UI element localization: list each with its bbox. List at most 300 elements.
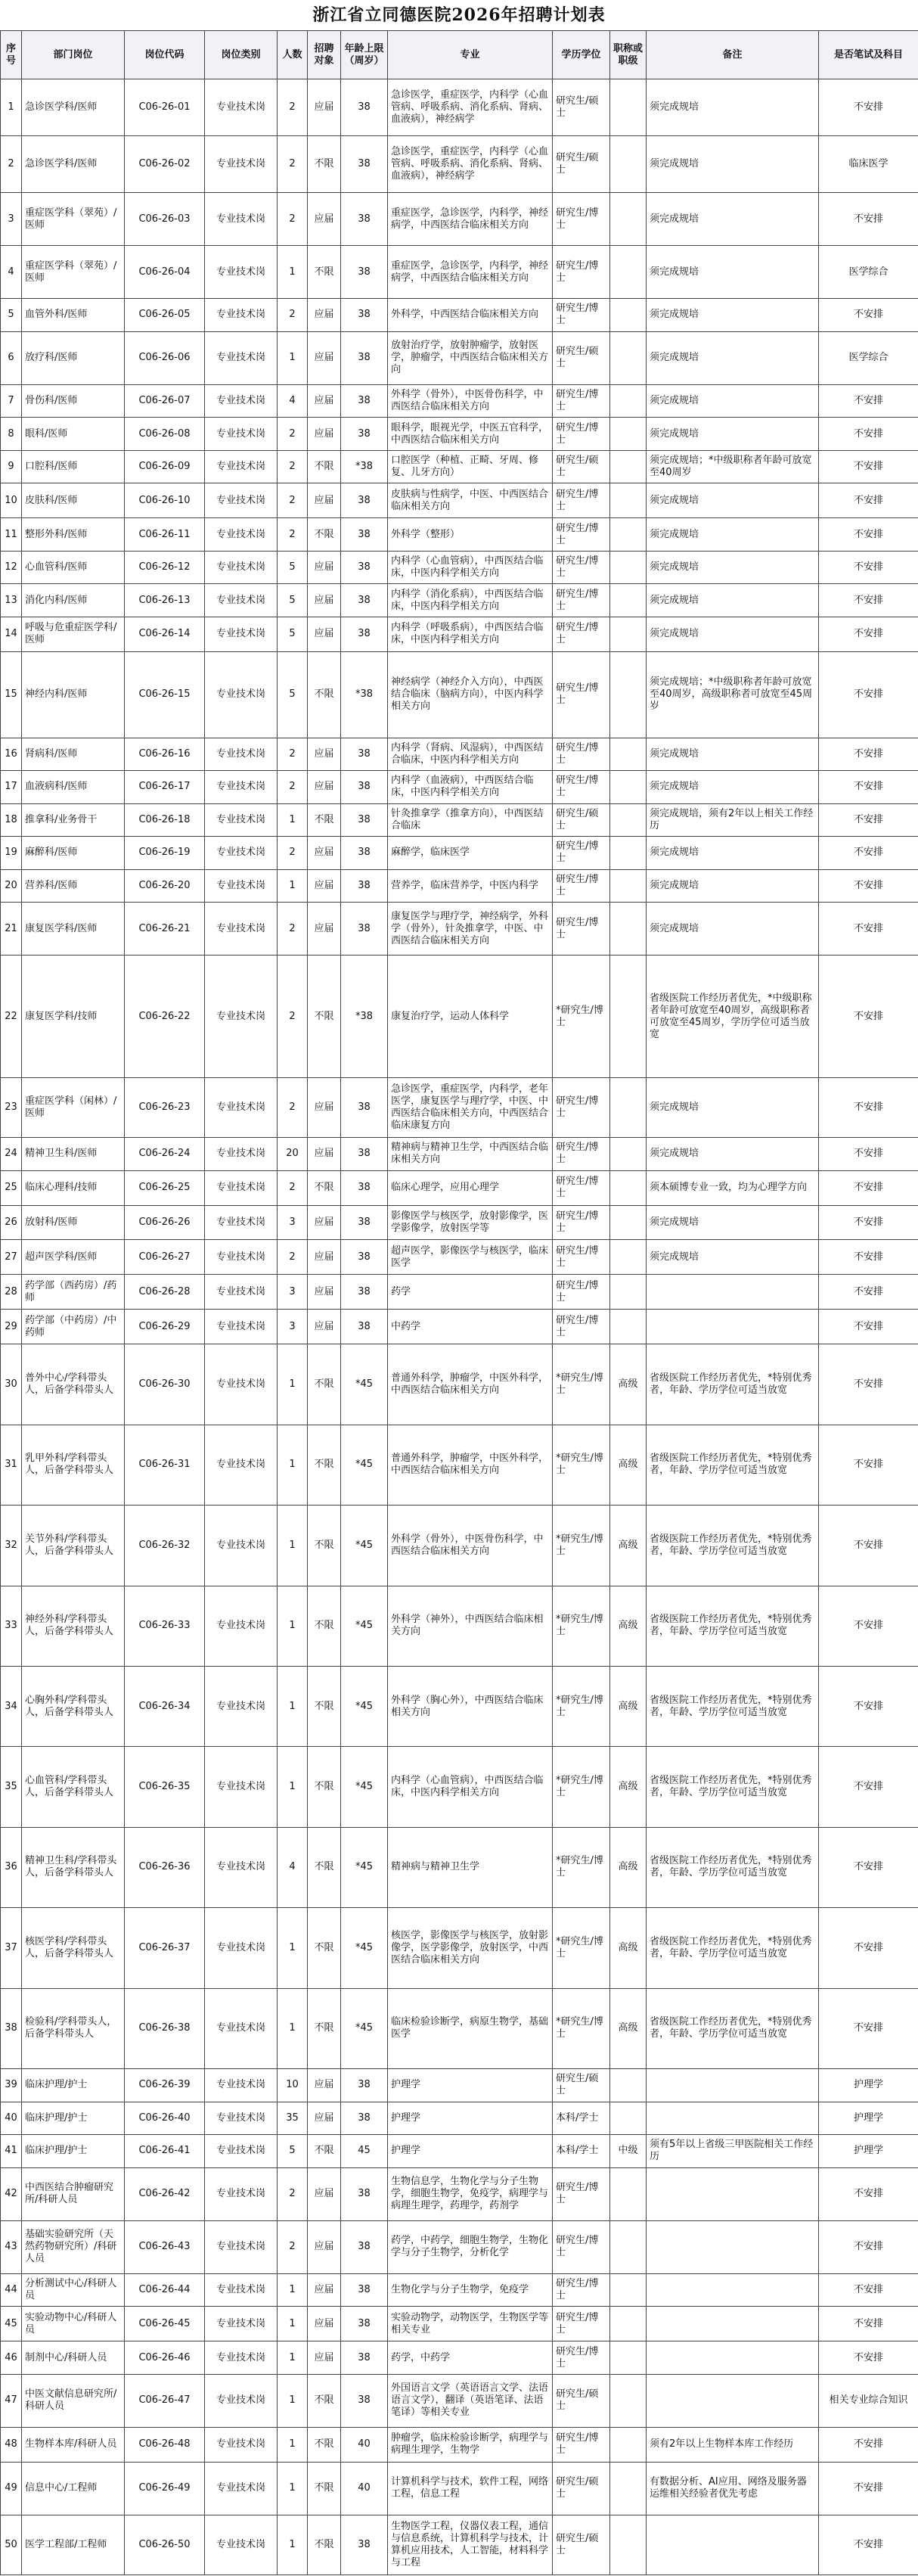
cell-degree: 研究生/硕士 <box>553 135 610 192</box>
cell-major: 外科学（骨外），中医骨伤科学，中西医结合临床相关方向 <box>388 1506 553 1586</box>
cell-age: 40 <box>341 2462 388 2515</box>
cell-note: 省级医院工作经历者优先，*特别优秀者，年龄、学历学位可适当放宽 <box>647 1747 819 1827</box>
cell-dept: 放疗科/医师 <box>22 331 125 384</box>
cell-major: 生物信息学，生物化学与分子生物学，细胞生物学，免疫学，病理学与病理生理学，药理学，药剂学 <box>388 2167 553 2220</box>
cell-title-level <box>610 79 647 136</box>
cell-age: *38 <box>341 651 388 738</box>
cell-seq: 40 <box>1 2102 22 2135</box>
cell-exam: 不安排 <box>819 903 918 956</box>
header-major: 专业 <box>388 31 553 79</box>
cell-degree: 研究生/博士 <box>553 2341 610 2375</box>
cell-count: 20 <box>278 1138 308 1171</box>
cell-exam: 不安排 <box>819 2307 918 2341</box>
cell-count: 1 <box>278 1586 308 1666</box>
cell-title-level <box>610 450 647 483</box>
cell-degree: 本科/学士 <box>553 2102 610 2135</box>
cell-exam: 不安排 <box>819 651 918 738</box>
cell-target: 不限 <box>308 246 341 299</box>
cell-note <box>647 1310 819 1344</box>
cell-major: 内科学（呼吸系病），中西医结合临床，中医内科学相关方向 <box>388 617 553 651</box>
cell-exam: 不安排 <box>819 483 918 518</box>
cell-code: C06-26-26 <box>125 1205 205 1240</box>
cell-dept: 分析测试中心/科研人员 <box>22 2273 125 2307</box>
cell-dept: 消化内科/医师 <box>22 584 125 617</box>
cell-note: 须有2年以上生物样本库工作经历 <box>647 2427 819 2462</box>
table-row <box>1 483 918 518</box>
cell-degree: *研究生/博士 <box>553 1747 610 1827</box>
cell-degree: 研究生/博士 <box>553 483 610 518</box>
cell-seq: 27 <box>1 1240 22 1275</box>
cell-target: 不限 <box>308 1586 341 1666</box>
cell-note <box>647 2307 819 2341</box>
cell-seq: 34 <box>1 1666 22 1746</box>
cell-count: 1 <box>278 1908 308 1988</box>
cell-count: 2 <box>278 738 308 771</box>
cell-major: 神经病学（神经介入方向），中西医结合临床（脑病方向），中医内科学相关方向 <box>388 651 553 738</box>
cell-code: C06-26-42 <box>125 2167 205 2220</box>
table-row <box>1 79 918 136</box>
cell-age: *45 <box>341 1747 388 1827</box>
cell-seq: 4 <box>1 246 22 299</box>
cell-age: 38 <box>341 2220 388 2273</box>
table-row <box>1 2515 918 2575</box>
cell-major: 重症医学，急诊医学，内科学，神经病学，中西医结合临床相关方向 <box>388 246 553 299</box>
cell-count: 1 <box>278 331 308 384</box>
cell-count: 2 <box>278 299 308 332</box>
cell-major: 临床心理学，应用心理学 <box>388 1170 553 1205</box>
table-header-row <box>1 31 918 79</box>
cell-target: 应届 <box>308 192 341 245</box>
cell-degree: 研究生/博士 <box>553 584 610 617</box>
cell-seq: 13 <box>1 584 22 617</box>
cell-degree: 研究生/博士 <box>553 1240 610 1275</box>
table-row <box>1 331 918 384</box>
cell-major: 计算机科学与技术，软件工程，网络工程，信息工程 <box>388 2462 553 2515</box>
cell-target: 应届 <box>308 2273 341 2307</box>
cell-seq: 2 <box>1 135 22 192</box>
cell-dept: 整形外科/医师 <box>22 518 125 552</box>
cell-category: 专业技术岗 <box>205 617 278 651</box>
cell-seq: 50 <box>1 2515 22 2575</box>
cell-code: C06-26-17 <box>125 771 205 804</box>
cell-dept: 精神卫生科/医师 <box>22 1138 125 1171</box>
cell-age: 38 <box>341 192 388 245</box>
cell-target: 应届 <box>308 79 341 136</box>
cell-category: 专业技术岗 <box>205 299 278 332</box>
cell-category: 专业技术岗 <box>205 1586 278 1666</box>
cell-code: C06-26-04 <box>125 246 205 299</box>
cell-code: C06-26-28 <box>125 1275 205 1310</box>
table-row <box>1 803 918 837</box>
cell-dept: 心血管科/学科带头人，后备学科带头人 <box>22 1747 125 1827</box>
cell-seq: 24 <box>1 1138 22 1171</box>
cell-code: C06-26-49 <box>125 2462 205 2515</box>
cell-title-level: 高级 <box>610 1344 647 1425</box>
cell-target: 应届 <box>308 2307 341 2341</box>
cell-category: 专业技术岗 <box>205 803 278 837</box>
cell-dept: 急诊医学科/医师 <box>22 135 125 192</box>
header-category: 岗位类别 <box>205 31 278 79</box>
cell-major: 急诊医学，重症医学，内科学（心血管病、呼吸系病、消化系病、肾病、血液病），神经病学 <box>388 135 553 192</box>
table-body <box>1 79 918 2575</box>
cell-dept: 关节外科/学科带头人，后备学科带头人 <box>22 1506 125 1586</box>
cell-count: 2 <box>278 1240 308 1275</box>
cell-dept: 药学部（西药房）/药师 <box>22 1275 125 1310</box>
cell-count: 1 <box>278 1344 308 1425</box>
cell-category: 专业技术岗 <box>205 1170 278 1205</box>
cell-target: 不限 <box>308 1425 341 1505</box>
table-row <box>1 384 918 418</box>
cell-code: C06-26-24 <box>125 1138 205 1171</box>
cell-exam: 不安排 <box>819 518 918 552</box>
cell-exam: 不安排 <box>819 384 918 418</box>
cell-target: 应届 <box>308 2167 341 2220</box>
cell-target: 不限 <box>308 803 341 837</box>
cell-title-level <box>610 418 647 451</box>
cell-age: 38 <box>341 869 388 903</box>
cell-note <box>647 2273 819 2307</box>
cell-dept: 超声医学科/医师 <box>22 1240 125 1275</box>
cell-degree: *研究生/博士 <box>553 1506 610 1586</box>
cell-major: 药学，中药学 <box>388 2341 553 2375</box>
cell-note: 省级医院工作经历者优先，*特别优秀者，年龄、学历学位可适当放宽 <box>647 1506 819 1586</box>
cell-dept: 麻醉科/医师 <box>22 837 125 870</box>
cell-note: 须完成规培 <box>647 518 819 552</box>
cell-code: C06-26-36 <box>125 1827 205 1907</box>
cell-title-level: 高级 <box>610 1425 647 1505</box>
cell-title-level <box>610 869 647 903</box>
cell-code: C06-26-43 <box>125 2220 205 2273</box>
table-row <box>1 1586 918 1666</box>
cell-title-level <box>610 2102 647 2135</box>
cell-exam: 不安排 <box>819 1138 918 1171</box>
cell-seq: 28 <box>1 1275 22 1310</box>
table-row <box>1 1275 918 1310</box>
cell-category: 专业技术岗 <box>205 1138 278 1171</box>
cell-title-level <box>610 651 647 738</box>
cell-title-level: 高级 <box>610 1747 647 1827</box>
cell-note: 须完成规培 <box>647 246 819 299</box>
cell-target: 不限 <box>308 1747 341 1827</box>
cell-note: 省级医院工作经历者优先，*中级职称者年龄可放宽至40周岁，高级职称者可放宽至45周岁，学历学位可适当放宽 <box>647 956 819 1078</box>
cell-title-level <box>610 2374 647 2427</box>
cell-note: 须完成规培 <box>647 551 819 584</box>
cell-title-level <box>610 2427 647 2462</box>
cell-degree: 本科/学士 <box>553 2135 610 2168</box>
cell-category: 专业技术岗 <box>205 956 278 1078</box>
cell-major: 外科学（神外），中西医结合临床相关方向 <box>388 1586 553 1666</box>
cell-note: 省级医院工作经历者优先，*特别优秀者，年龄、学历学位可适当放宽 <box>647 1666 819 1746</box>
cell-exam: 不安排 <box>819 1078 918 1138</box>
cell-code: C06-26-35 <box>125 1747 205 1827</box>
cell-count: 2 <box>278 1078 308 1138</box>
cell-target: 应届 <box>308 1078 341 1138</box>
cell-category: 专业技术岗 <box>205 1425 278 1505</box>
cell-exam: 不安排 <box>819 617 918 651</box>
cell-dept: 精神卫生科/学科带头人，后备学科带头人 <box>22 1827 125 1907</box>
cell-exam: 不安排 <box>819 192 918 245</box>
cell-note: 须完成规培 <box>647 1240 819 1275</box>
cell-target: 应届 <box>308 617 341 651</box>
cell-age: 38 <box>341 1275 388 1310</box>
cell-title-level <box>610 584 647 617</box>
cell-dept: 重症医学科（翠苑）/医师 <box>22 246 125 299</box>
cell-age: 38 <box>341 246 388 299</box>
cell-title-level <box>610 518 647 552</box>
cell-age: *45 <box>341 1666 388 1746</box>
cell-title-level <box>610 1275 647 1310</box>
cell-age: 38 <box>341 551 388 584</box>
cell-title-level: 高级 <box>610 1908 647 1988</box>
cell-age: 38 <box>341 331 388 384</box>
cell-dept: 生物样本库/科研人员 <box>22 2427 125 2462</box>
header-age: 年龄上限（周岁） <box>341 31 388 79</box>
cell-title-level: 高级 <box>610 1586 647 1666</box>
cell-degree: 研究生/博士 <box>553 518 610 552</box>
cell-degree: 研究生/博士 <box>553 192 610 245</box>
cell-title-level <box>610 192 647 245</box>
cell-target: 应届 <box>308 1310 341 1344</box>
cell-dept: 中医文献信息研究所/科研人员 <box>22 2374 125 2427</box>
cell-category: 专业技术岗 <box>205 135 278 192</box>
cell-code: C06-26-14 <box>125 617 205 651</box>
cell-code: C06-26-22 <box>125 956 205 1078</box>
cell-seq: 1 <box>1 79 22 136</box>
cell-degree: 研究生/博士 <box>553 738 610 771</box>
cell-dept: 营养科/医师 <box>22 869 125 903</box>
cell-target: 应届 <box>308 2341 341 2375</box>
cell-seq: 32 <box>1 1506 22 1586</box>
cell-category: 专业技术岗 <box>205 192 278 245</box>
cell-age: *45 <box>341 1344 388 1425</box>
cell-note: 须完成规培 <box>647 584 819 617</box>
cell-seq: 26 <box>1 1205 22 1240</box>
cell-code: C06-26-40 <box>125 2102 205 2135</box>
cell-count: 1 <box>278 1666 308 1746</box>
cell-count: 1 <box>278 803 308 837</box>
cell-target: 不限 <box>308 1666 341 1746</box>
cell-seq: 18 <box>1 803 22 837</box>
cell-target: 不限 <box>308 1908 341 1988</box>
cell-major: 急诊医学，重症医学，内科学，老年医学，康复医学与理疗学，中医、中西医结合临床相关方向，中西医结合临床康复方向 <box>388 1078 553 1138</box>
cell-exam: 不安排 <box>819 869 918 903</box>
cell-title-level <box>610 1170 647 1205</box>
table-row <box>1 2167 918 2220</box>
cell-degree: *研究生/博士 <box>553 1586 610 1666</box>
cell-target: 应届 <box>308 869 341 903</box>
cell-degree: 研究生/博士 <box>553 903 610 956</box>
cell-code: C06-26-38 <box>125 1988 205 2068</box>
cell-target: 不限 <box>308 2135 341 2168</box>
cell-exam: 不安排 <box>819 1827 918 1907</box>
cell-code: C06-26-21 <box>125 903 205 956</box>
cell-category: 专业技术岗 <box>205 2341 278 2375</box>
cell-exam: 不安排 <box>819 450 918 483</box>
cell-count: 5 <box>278 617 308 651</box>
cell-title-level <box>610 2515 647 2575</box>
table-row <box>1 450 918 483</box>
cell-dept: 中西医结合肿瘤研究所/科研人员 <box>22 2167 125 2220</box>
cell-category: 专业技术岗 <box>205 331 278 384</box>
table-row <box>1 2341 918 2375</box>
cell-exam: 不安排 <box>819 771 918 804</box>
cell-age: 38 <box>341 2307 388 2341</box>
cell-seq: 12 <box>1 551 22 584</box>
table-row <box>1 1170 918 1205</box>
cell-count: 2 <box>278 483 308 518</box>
cell-age: 38 <box>341 2102 388 2135</box>
cell-count: 1 <box>278 2341 308 2375</box>
cell-target: 应届 <box>308 1205 341 1240</box>
cell-category: 专业技术岗 <box>205 384 278 418</box>
cell-target: 不限 <box>308 1344 341 1425</box>
cell-count: 1 <box>278 1506 308 1586</box>
cell-title-level <box>610 331 647 384</box>
cell-code: C06-26-16 <box>125 738 205 771</box>
cell-dept: 血管外科/医师 <box>22 299 125 332</box>
cell-major: 麻醉学，临床医学 <box>388 837 553 870</box>
cell-count: 2 <box>278 837 308 870</box>
cell-title-level <box>610 1138 647 1171</box>
cell-major: 生物医学工程，仪器仪表工程，通信与信息系统，计算机科学与技术，计算机应用技术，人工智能，材料科学与工程 <box>388 2515 553 2575</box>
cell-major: 护理学 <box>388 2135 553 2168</box>
cell-major: 核医学，影像医学与核医学，放射影像学，医学影像学，放射医学，中西医结合临床相关方向 <box>388 1908 553 1988</box>
cell-note <box>647 1275 819 1310</box>
cell-major: 重症医学，急诊医学，内科学，神经病学，中西医结合临床相关方向 <box>388 192 553 245</box>
cell-seq: 38 <box>1 1988 22 2068</box>
cell-category: 专业技术岗 <box>205 2462 278 2515</box>
cell-note: 省级医院工作经历者优先，*特别优秀者，年龄、学历学位可适当放宽 <box>647 1586 819 1666</box>
table-row <box>1 2374 918 2427</box>
cell-category: 专业技术岗 <box>205 246 278 299</box>
cell-title-level <box>610 2167 647 2220</box>
table-row <box>1 299 918 332</box>
table-row <box>1 2462 918 2515</box>
cell-count: 5 <box>278 584 308 617</box>
cell-age: 38 <box>341 135 388 192</box>
cell-title-level <box>610 2068 647 2102</box>
cell-note: 须完成规培 <box>647 192 819 245</box>
cell-major: 护理学 <box>388 2068 553 2102</box>
cell-seq: 44 <box>1 2273 22 2307</box>
cell-age: 38 <box>341 1240 388 1275</box>
cell-note: 须完成规培；*中级职称者年龄可放宽至40周岁 <box>647 450 819 483</box>
cell-title-level <box>610 551 647 584</box>
table-row <box>1 2135 918 2168</box>
document-title: 浙江省立同德医院2026年招聘计划表 <box>312 5 606 25</box>
cell-exam: 不安排 <box>819 738 918 771</box>
cell-count: 5 <box>278 651 308 738</box>
cell-category: 专业技术岗 <box>205 483 278 518</box>
header-exam: 是否笔试及科目 <box>819 31 918 79</box>
cell-title-level <box>610 771 647 804</box>
cell-note: 省级医院工作经历者优先，*特别优秀者，年龄、学历学位可适当放宽 <box>647 1344 819 1425</box>
cell-exam: 不安排 <box>819 2167 918 2220</box>
table-row <box>1 956 918 1078</box>
cell-degree: 研究生/博士 <box>553 418 610 451</box>
cell-title-level <box>610 2220 647 2273</box>
cell-category: 专业技术岗 <box>205 450 278 483</box>
cell-major: 营养学，临床营养学，中医内科学 <box>388 869 553 903</box>
cell-code: C06-26-11 <box>125 518 205 552</box>
cell-note: 须完成规培 <box>647 617 819 651</box>
cell-seq: 37 <box>1 1908 22 1988</box>
cell-degree: 研究生/博士 <box>553 1170 610 1205</box>
cell-count: 4 <box>278 1827 308 1907</box>
cell-degree: 研究生/博士 <box>553 246 610 299</box>
cell-category: 专业技术岗 <box>205 1506 278 1586</box>
cell-exam: 不安排 <box>819 2220 918 2273</box>
cell-title-level <box>610 956 647 1078</box>
cell-degree: *研究生/博士 <box>553 1344 610 1425</box>
cell-note <box>647 2220 819 2273</box>
cell-seq: 25 <box>1 1170 22 1205</box>
cell-exam: 不安排 <box>819 2427 918 2462</box>
cell-age: 38 <box>341 1205 388 1240</box>
cell-exam: 不安排 <box>819 1275 918 1310</box>
header-code: 岗位代码 <box>125 31 205 79</box>
cell-code: C06-26-20 <box>125 869 205 903</box>
cell-degree: 研究生/博士 <box>553 1275 610 1310</box>
cell-exam: 不安排 <box>819 956 918 1078</box>
cell-category: 专业技术岗 <box>205 2307 278 2341</box>
cell-seq: 45 <box>1 2307 22 2341</box>
cell-code: C06-26-41 <box>125 2135 205 2168</box>
cell-count: 2 <box>278 1170 308 1205</box>
cell-age: *45 <box>341 1506 388 1586</box>
cell-dept: 重症医学科（闲林）/医师 <box>22 1078 125 1138</box>
cell-count: 1 <box>278 1988 308 2068</box>
cell-note: 须完成规培 <box>647 738 819 771</box>
cell-age: 38 <box>341 1170 388 1205</box>
cell-count: 2 <box>278 192 308 245</box>
cell-exam: 不安排 <box>819 837 918 870</box>
cell-target: 应届 <box>308 1138 341 1171</box>
cell-exam: 护理学 <box>819 2068 918 2102</box>
cell-category: 专业技术岗 <box>205 2273 278 2307</box>
cell-degree: 研究生/博士 <box>553 2307 610 2341</box>
table-row <box>1 869 918 903</box>
cell-title-level: 中级 <box>610 2135 647 2168</box>
cell-degree: 研究生/博士 <box>553 1310 610 1344</box>
cell-exam: 不安排 <box>819 1908 918 1988</box>
cell-title-level <box>610 2307 647 2341</box>
cell-count: 3 <box>278 1275 308 1310</box>
cell-major: 普通外科学，肿瘤学，中医外科学，中西医结合临床相关方向 <box>388 1425 553 1505</box>
cell-target: 应届 <box>308 738 341 771</box>
cell-seq: 19 <box>1 837 22 870</box>
cell-category: 专业技术岗 <box>205 1310 278 1344</box>
header-seq: 序号 <box>1 31 22 79</box>
cell-major: 护理学 <box>388 2102 553 2135</box>
cell-exam: 不安排 <box>819 1586 918 1666</box>
cell-major: 内科学（心血管病），中西医结合临床，中医内科学相关方向 <box>388 551 553 584</box>
cell-exam: 不安排 <box>819 1205 918 1240</box>
cell-count: 2 <box>278 418 308 451</box>
cell-major: 药学 <box>388 1275 553 1310</box>
cell-target: 应届 <box>308 384 341 418</box>
cell-seq: 49 <box>1 2462 22 2515</box>
cell-category: 专业技术岗 <box>205 771 278 804</box>
cell-degree: 研究生/博士 <box>553 837 610 870</box>
cell-code: C06-26-07 <box>125 384 205 418</box>
table-row <box>1 584 918 617</box>
cell-degree: 研究生/博士 <box>553 771 610 804</box>
cell-count: 2 <box>278 135 308 192</box>
cell-note <box>647 2341 819 2375</box>
cell-seq: 6 <box>1 331 22 384</box>
cell-major: 内科学（肾病、风湿病），中西医结合临床，中医内科学相关方向 <box>388 738 553 771</box>
